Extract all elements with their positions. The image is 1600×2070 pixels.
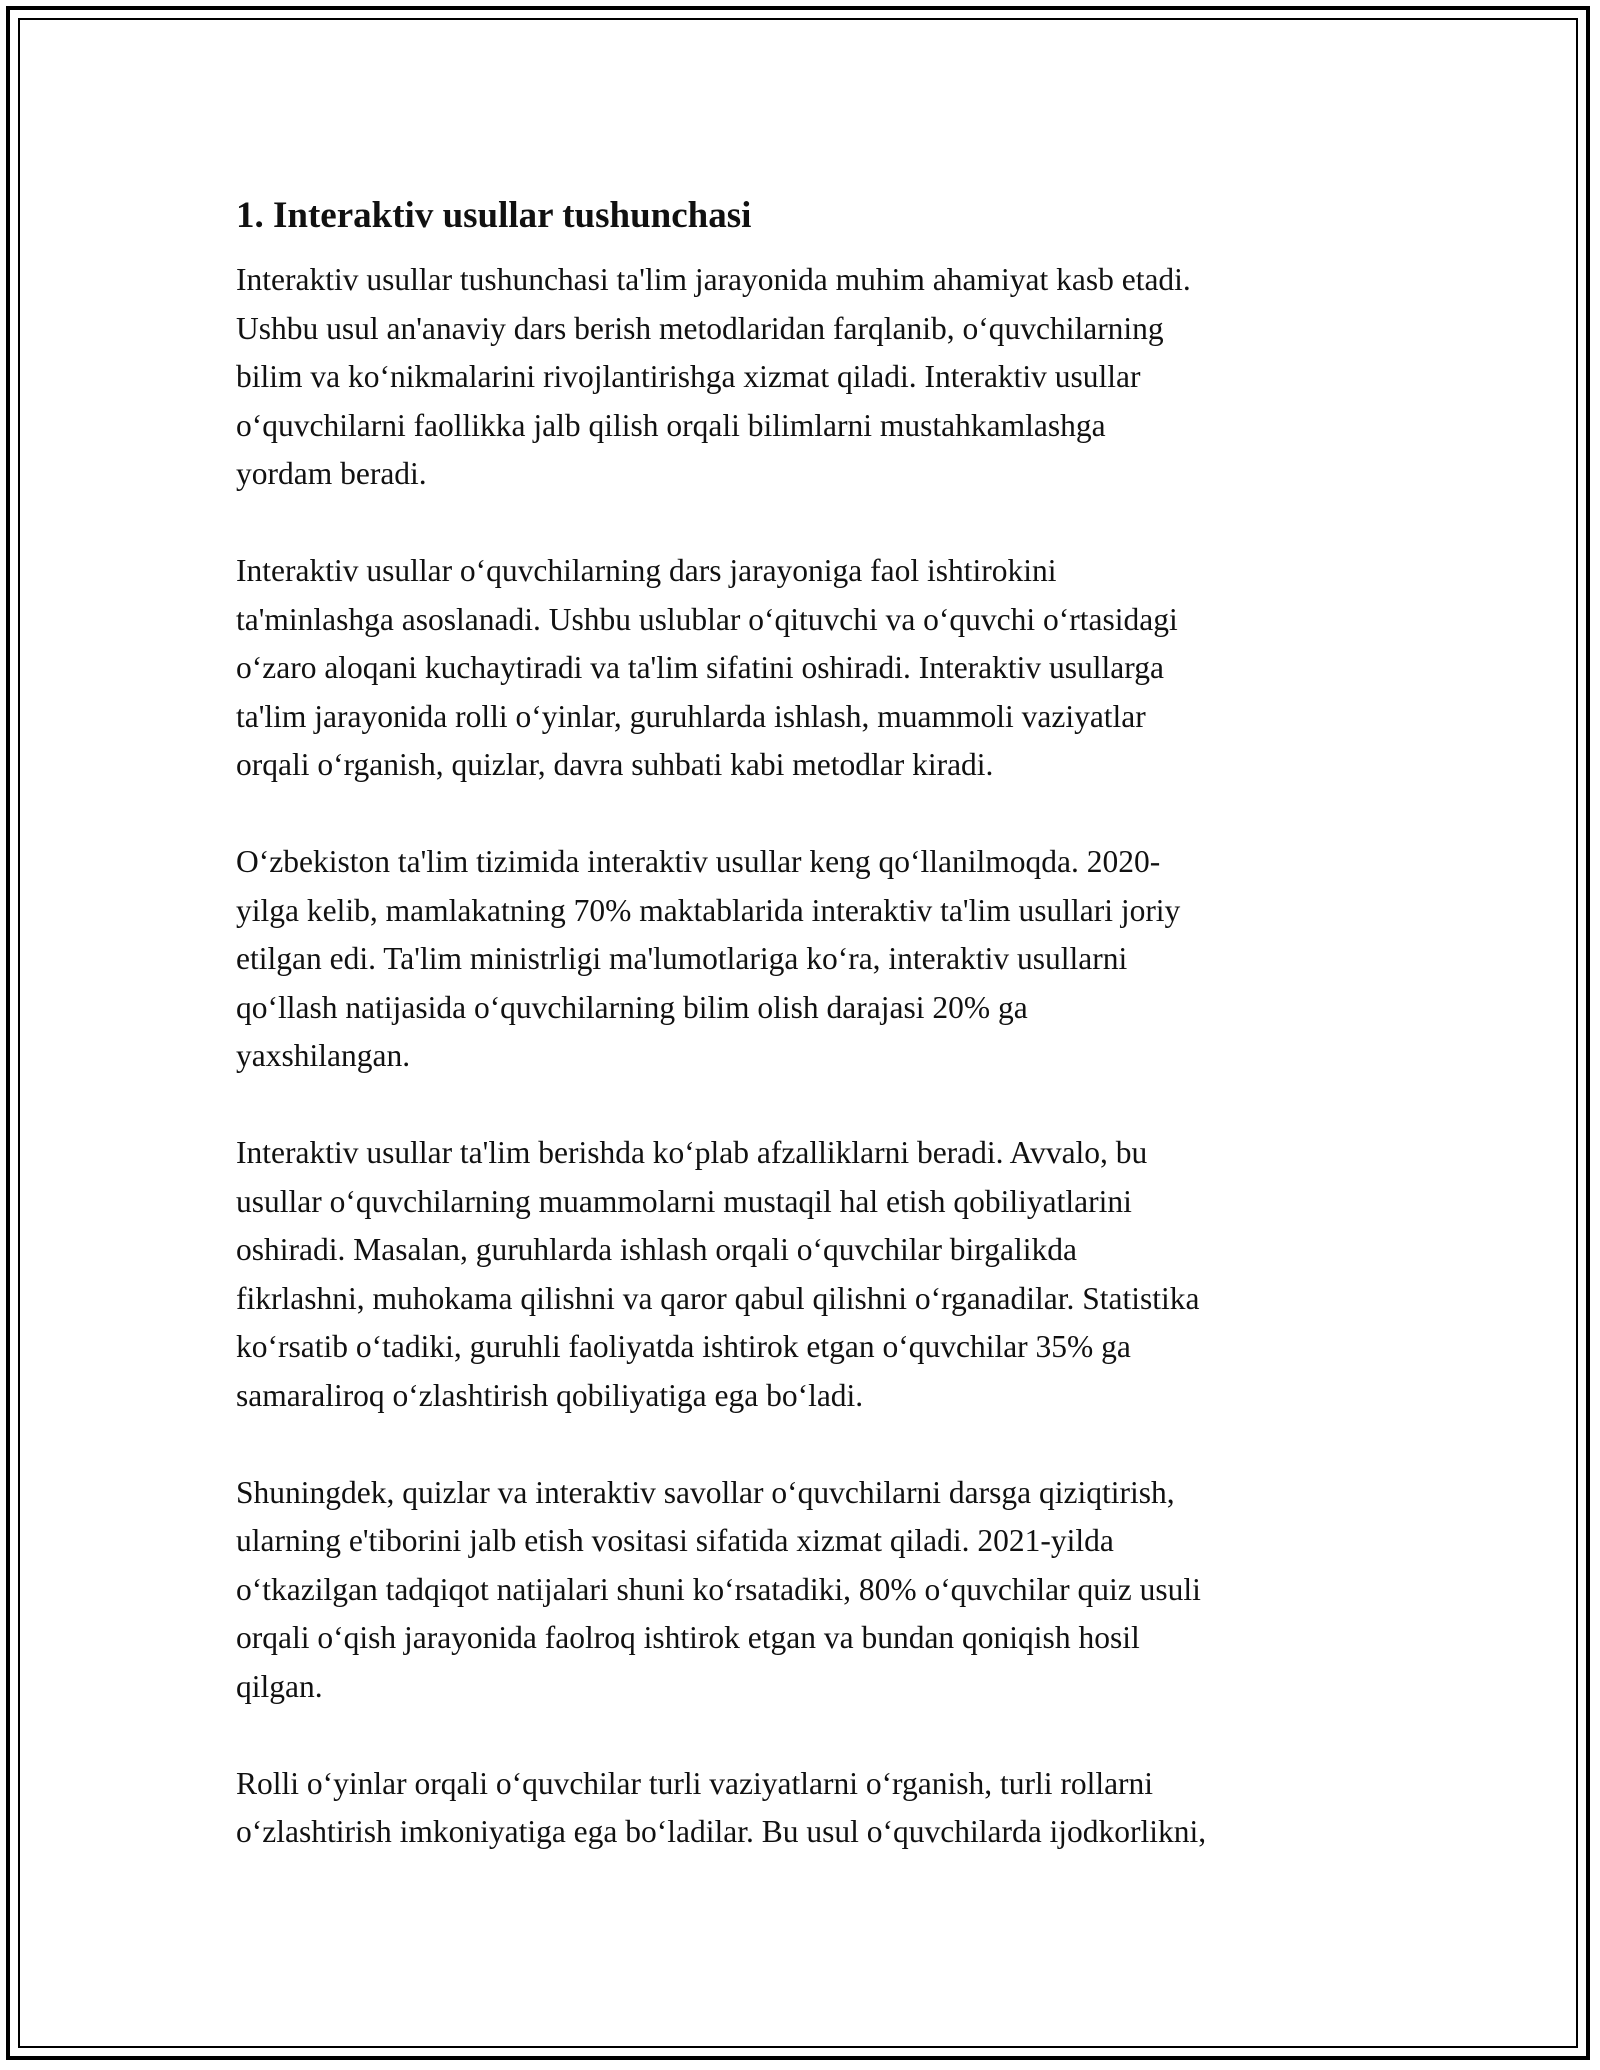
paragraph-line: Shuningdek, quizlar va interaktiv savollar o‘quvchilarni darsga qiziqtirish, bbox=[236, 1474, 1175, 1510]
paragraph-3 bbox=[236, 838, 1386, 1081]
paragraph-line: qilgan. bbox=[236, 1668, 323, 1704]
paragraph-line: Rolli o‘yinlar orqali o‘quvchilar turli vaziyatlarni o‘rganish, turli rollarni bbox=[236, 1765, 1154, 1801]
paragraph-line: O‘zbekiston ta'lim tizimida interaktiv usullar keng qo‘llanilmoqda. 2020- bbox=[236, 844, 1161, 879]
paragraph-4 bbox=[236, 1129, 1386, 1420]
paragraph-6 bbox=[236, 1760, 1386, 1857]
section-heading: 1. Interaktiv usullar tushunchasi bbox=[236, 195, 752, 236]
paragraph-5 bbox=[236, 1469, 1386, 1712]
paragraph-line: ta'minlashga asoslanadi. Ushbu uslublar o‘qituvchi va o‘quvchi o‘rtasidagi bbox=[236, 601, 1178, 637]
paragraph-line: yordam beradi. bbox=[236, 456, 427, 491]
paragraph-line: o‘zaro aloqani kuchaytiradi va ta'lim sifatini oshiradi. Interaktiv usullarga bbox=[236, 650, 1164, 685]
paragraph-line: Interaktiv usullar tushunchasi ta'lim jarayonida muhim ahamiyat kasb etadi. bbox=[236, 262, 1191, 297]
paragraph-line: qo‘llash natijasida o‘quvchilarning bilim olish darajasi 20% ga bbox=[236, 989, 1028, 1025]
document-body bbox=[236, 188, 1386, 1905]
paragraph-line: yaxshilangan. bbox=[236, 1038, 411, 1073]
paragraph-line: ularning e'tiborini jalb etish vositasi sifatida xizmat qiladi. 2021-yilda bbox=[236, 1523, 1114, 1558]
paragraph-line: fikrlashni, muhokama qilishni va qaror qabul qilishni o‘rganadilar. Statistika bbox=[236, 1280, 1200, 1316]
paragraph-line: Ushbu usul an'anaviy dars berish metodlaridan farqlanib, o‘quvchilarning bbox=[236, 310, 1164, 346]
paragraph-line: oshiradi. Masalan, guruhlarda ishlash orqali o‘quvchilar birgalikda bbox=[236, 1232, 1077, 1267]
paragraph-2 bbox=[236, 547, 1386, 790]
paragraph-line: Interaktiv usullar o‘quvchilarning dars jarayoniga faol ishtirokini bbox=[236, 553, 1057, 588]
paragraph-1 bbox=[236, 256, 1386, 499]
paragraph-line: etilgan edi. Ta'lim ministrligi ma'lumotlariga ko‘ra, interaktiv usullarni bbox=[236, 941, 1128, 976]
paragraph-line: ko‘rsatib o‘tadiki, guruhli faoliyatda ishtirok etgan o‘quvchilar 35% ga bbox=[236, 1329, 1131, 1364]
paragraph-line: ta'lim jarayonida rolli o‘yinlar, guruhlarda ishlash, muammoli vaziyatlar bbox=[236, 698, 1146, 734]
paragraph-line: orqali o‘qish jarayonida faolroq ishtirok etgan va bundan qoniqish hosil bbox=[236, 1620, 1140, 1655]
paragraph-line: o‘tkazilgan tadqiqot natijalari shuni ko‘rsatadiki, 80% o‘quvchilar quiz usuli bbox=[236, 1571, 1201, 1607]
paragraph-line: bilim va ko‘nikmalarini rivojlantirishga xizmat qiladi. Interaktiv usullar bbox=[236, 359, 1141, 394]
paragraph-line: Interaktiv usullar ta'lim berishda ko‘plab afzalliklarni beradi. Avvalo, bu bbox=[236, 1135, 1148, 1170]
paragraph-line: yilga kelib, mamlakatning 70% maktablarida interaktiv ta'lim usullari joriy bbox=[236, 892, 1181, 928]
paragraph-line: usullar o‘quvchilarning muammolarni mustaqil hal etish qobiliyatlarini bbox=[236, 1183, 1132, 1219]
paragraph-line: samaraliroq o‘zlashtirish qobiliyatiga ega bo‘ladi. bbox=[236, 1377, 864, 1413]
paragraph-line: o‘quvchilarni faollikka jalb qilish orqali bilimlarni mustahkamlashga bbox=[236, 407, 1106, 443]
paragraph-line: o‘zlashtirish imkoniyatiga ega bo‘ladilar. Bu usul o‘quvchilarda ijodkorlikni, bbox=[236, 1814, 1207, 1849]
paragraph-line: orqali o‘rganish, quizlar, davra suhbati kabi metodlar kiradi. bbox=[236, 747, 994, 782]
